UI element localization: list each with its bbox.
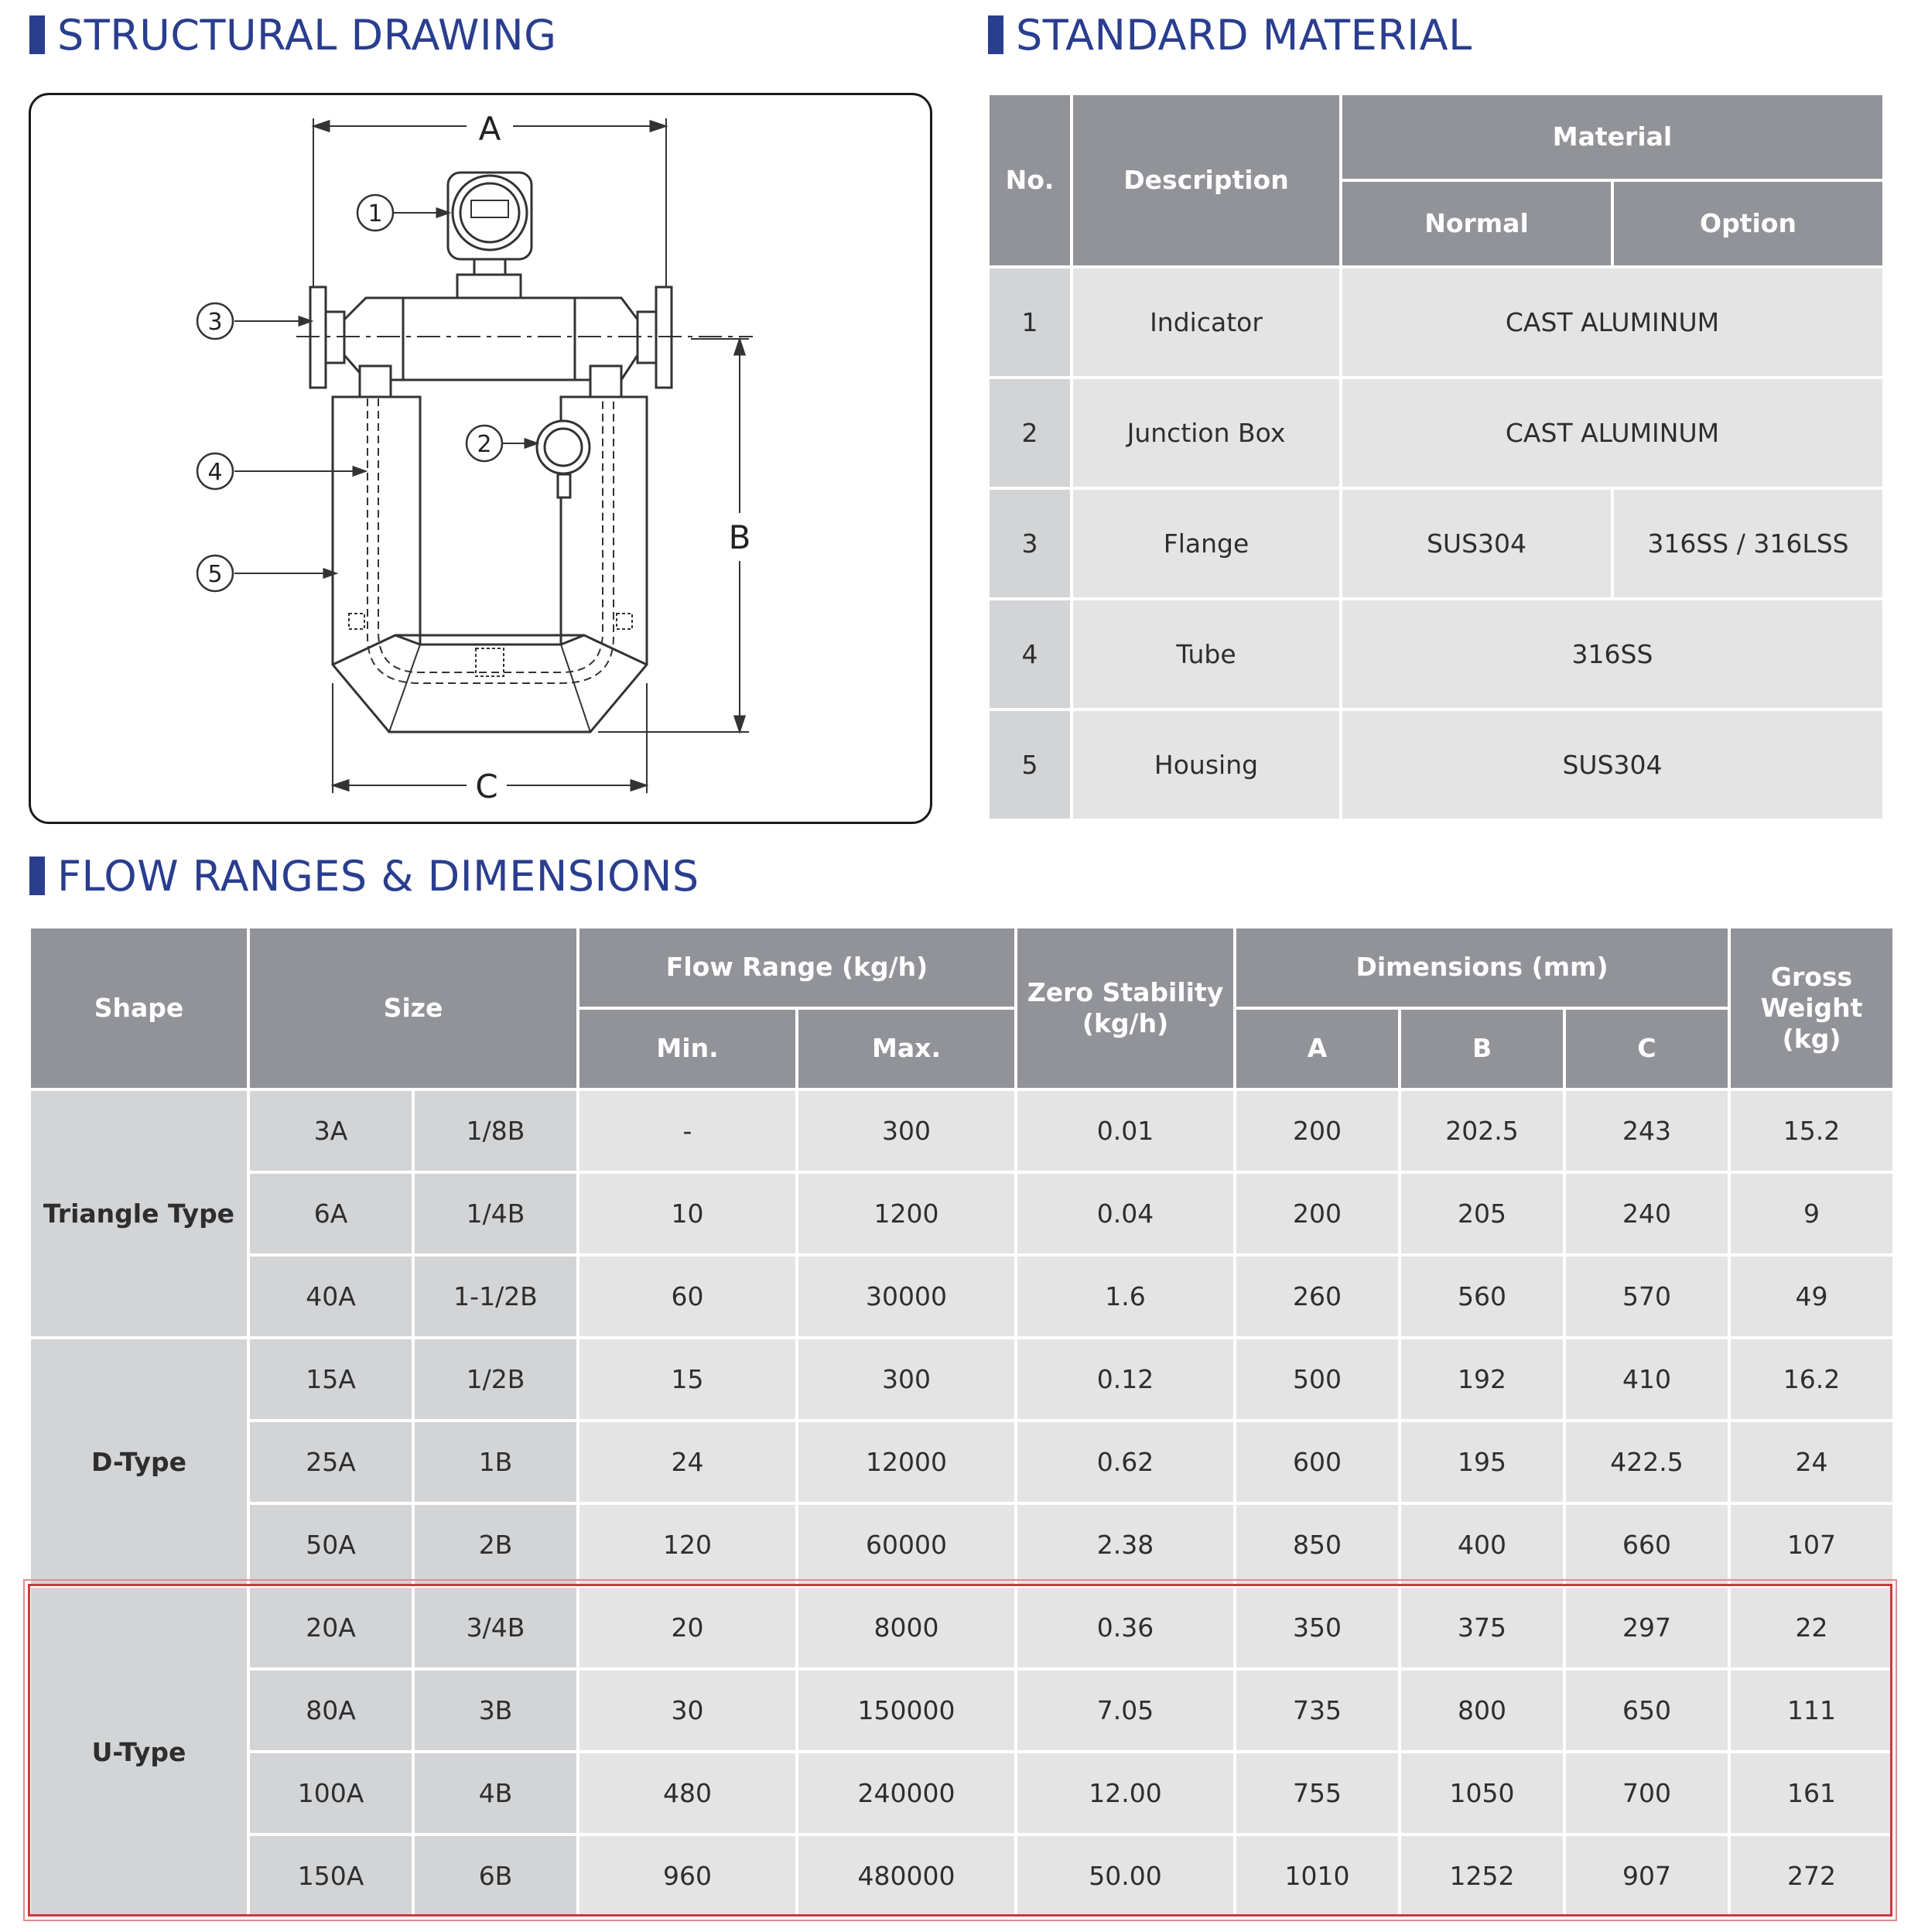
dim-a-label: A xyxy=(478,110,501,148)
header-flow-range: Flow Range (kg/h) xyxy=(579,928,1014,1007)
dim-c-label: C xyxy=(475,768,498,805)
table-row: 40A 1-1/2B 60 30000 1.6 260 560 570 49 xyxy=(31,1257,1892,1336)
table-row: Triangle Type 3A 1/8B - 300 0.01 200 202.5 243 15.2 xyxy=(31,1091,1892,1171)
header-normal: Normal xyxy=(1342,182,1611,265)
dim-b-label: B xyxy=(728,518,751,556)
flowmeter-diagram xyxy=(31,95,932,824)
table-row: 25A 1B 24 12000 0.62 600 195 422.5 24 xyxy=(31,1422,1892,1502)
header-min: Min. xyxy=(579,1010,795,1088)
standard-material-title: STANDARD MATERIAL xyxy=(988,10,1472,60)
table-row: 5 Housing SUS304 xyxy=(990,711,1882,819)
header-shape: Shape xyxy=(31,928,247,1088)
table-row: 100A 4B 480 240000 12.00 755 1050 700 161 xyxy=(31,1753,1892,1833)
callout-5: 5 xyxy=(207,561,223,588)
header-dim-a: A xyxy=(1236,1010,1398,1088)
table-row: 6A 1/4B 10 1200 0.04 200 205 240 9 xyxy=(31,1174,1892,1253)
header-description: Description xyxy=(1073,95,1339,265)
structural-drawing-title: STRUCTURAL DRAWING xyxy=(29,10,557,60)
callout-3: 3 xyxy=(207,309,223,336)
table-row: 50A 2B 120 60000 2.38 850 400 660 107 xyxy=(31,1505,1892,1585)
callout-2: 2 xyxy=(477,431,492,458)
flow-ranges-title: FLOW RANGES & DIMENSIONS xyxy=(29,851,699,901)
header-dimensions: Dimensions (mm) xyxy=(1236,928,1728,1007)
table-row: 3 Flange SUS304 316SS / 316LSS xyxy=(990,490,1882,597)
callout-1: 1 xyxy=(368,200,383,227)
shape-cell: D-Type xyxy=(31,1339,247,1585)
table-row: 1 Indicator CAST ALUMINUM xyxy=(990,268,1882,376)
header-option: Option xyxy=(1614,182,1882,265)
table-row: 150A 6B 960 480000 50.00 1010 1252 907 272 xyxy=(31,1836,1892,1916)
header-gross-weight: Gross Weight (kg) xyxy=(1731,928,1892,1088)
header-size: Size xyxy=(250,928,576,1088)
table-row: D-Type 15A 1/2B 15 300 0.12 500 192 410 16.2 xyxy=(31,1339,1892,1419)
structural-drawing-panel xyxy=(29,93,932,824)
header-material: Material xyxy=(1342,95,1882,179)
header-max: Max. xyxy=(798,1010,1014,1088)
callout-4: 4 xyxy=(207,459,223,486)
shape-cell: Triangle Type xyxy=(31,1091,247,1336)
title-bar-icon xyxy=(988,15,1003,54)
table-row: 80A 3B 30 150000 7.05 735 800 650 111 xyxy=(31,1670,1892,1750)
table-row: 4 Tube 316SS xyxy=(990,600,1882,708)
title-bar-icon xyxy=(29,857,45,895)
header-dim-c: C xyxy=(1566,1010,1728,1088)
header-dim-b: B xyxy=(1401,1010,1563,1088)
table-row: U-Type 20A 3/4B 20 8000 0.36 350 375 297 22 xyxy=(31,1588,1892,1667)
title-bar-icon xyxy=(29,15,45,54)
header-no: No. xyxy=(990,95,1070,265)
shape-cell: U-Type xyxy=(31,1588,247,1916)
standard-material-table xyxy=(986,92,1885,822)
header-zero-stability: Zero Stability (kg/h) xyxy=(1017,928,1233,1088)
table-row: 2 Junction Box CAST ALUMINUM xyxy=(990,379,1882,487)
flow-ranges-table xyxy=(28,925,1896,1919)
